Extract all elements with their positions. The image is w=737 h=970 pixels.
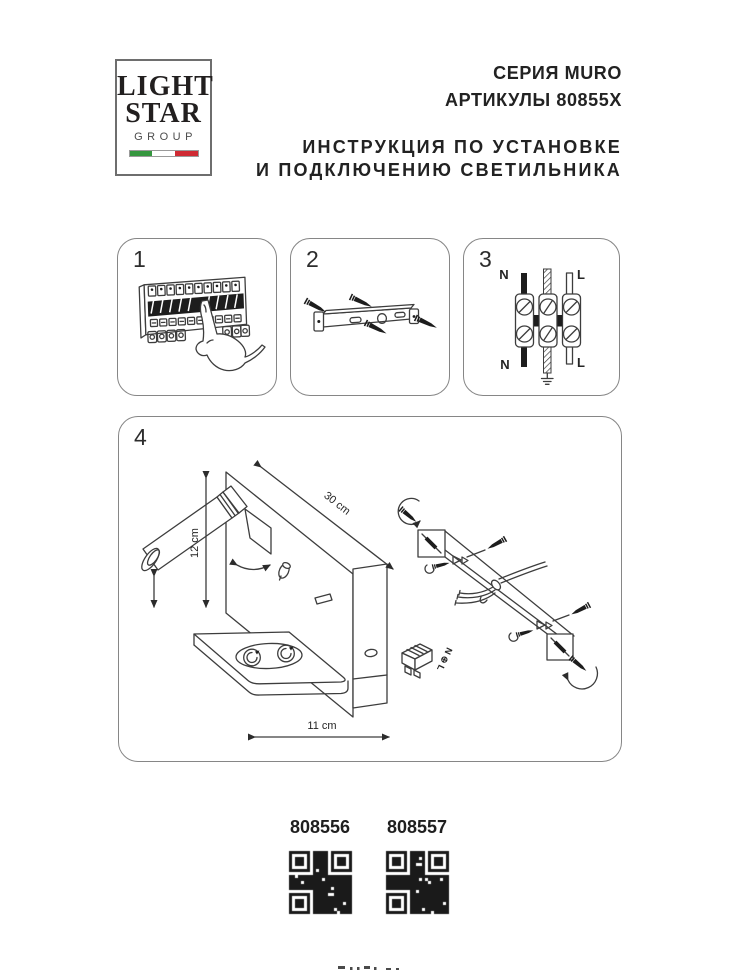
bracket-screws-illustration: [291, 239, 448, 394]
qr-code-left: [288, 850, 353, 915]
dimension-11cm: [255, 720, 389, 737]
rail-end-callout-top: [398, 498, 445, 557]
ground-symbol: [542, 373, 554, 384]
qr-code-right: [385, 850, 450, 915]
terminal-blocks: [516, 294, 581, 347]
step-1-panel: [117, 238, 277, 396]
logo-word-star: STAR: [125, 98, 202, 129]
terminal-wiring-illustration: [464, 239, 618, 394]
svg-text:12 cm: 12 cm: [189, 528, 201, 558]
instruction-title: [256, 136, 622, 182]
breaker-strip: [139, 277, 250, 343]
step-2-panel: [290, 238, 450, 396]
lightstar-logo: [115, 59, 212, 176]
keyhole-slot-bottom: [509, 621, 552, 641]
italian-flag-stripe: [129, 150, 199, 157]
label-l-bottom: L: [577, 355, 585, 370]
terminal-connector: [402, 644, 454, 678]
flag-red: [175, 151, 198, 156]
qr-label-right: 808557: [386, 817, 448, 837]
svg-text:30 cm: 30 cm: [321, 489, 353, 518]
connector-label: N ⊕ L: [435, 646, 455, 673]
supply-wires: [455, 587, 495, 605]
flag-white: [152, 151, 175, 156]
rail-end-callout-bottom: [547, 634, 597, 689]
label-l-top: L: [577, 267, 585, 282]
articles-title: АРТИКУЛЫ 80855X: [445, 90, 622, 110]
lamp-exploded-illustration: [119, 417, 620, 760]
flag-green: [130, 151, 153, 156]
series-title: СЕРИЯ MURO: [493, 63, 622, 83]
svg-text:11 cm: 11 cm: [307, 720, 337, 732]
step-2-number: 2: [306, 246, 319, 272]
step-1-number: 1: [133, 246, 146, 272]
cut-off-footer-text: [330, 962, 430, 970]
qr-label-left: 808556: [289, 817, 351, 837]
flying-screw-bottom: [553, 602, 591, 621]
step-4-number: 4: [134, 424, 147, 450]
step-3-number: 3: [479, 246, 492, 272]
step-3-panel: [463, 238, 620, 396]
instruction-title-line1: ИНСТРУКЦИЯ ПО УСТАНОВКЕ: [302, 137, 622, 157]
circuit-breaker-illustration: [118, 239, 275, 394]
mounting-bracket: [314, 305, 419, 332]
logo-word-light: LIGHT: [117, 71, 214, 102]
step-4-panel: [118, 416, 622, 762]
dimension-12cm: [189, 478, 206, 607]
label-n-top: N: [499, 267, 509, 282]
label-n-bottom: N: [500, 357, 510, 372]
logo-word-group: GROUP: [134, 131, 197, 143]
instruction-title-line2: И ПОДКЛЮЧЕНИЮ СВЕТИЛЬНИКА: [256, 160, 622, 180]
series-block: [445, 60, 622, 114]
mounting-rail: [445, 531, 574, 648]
